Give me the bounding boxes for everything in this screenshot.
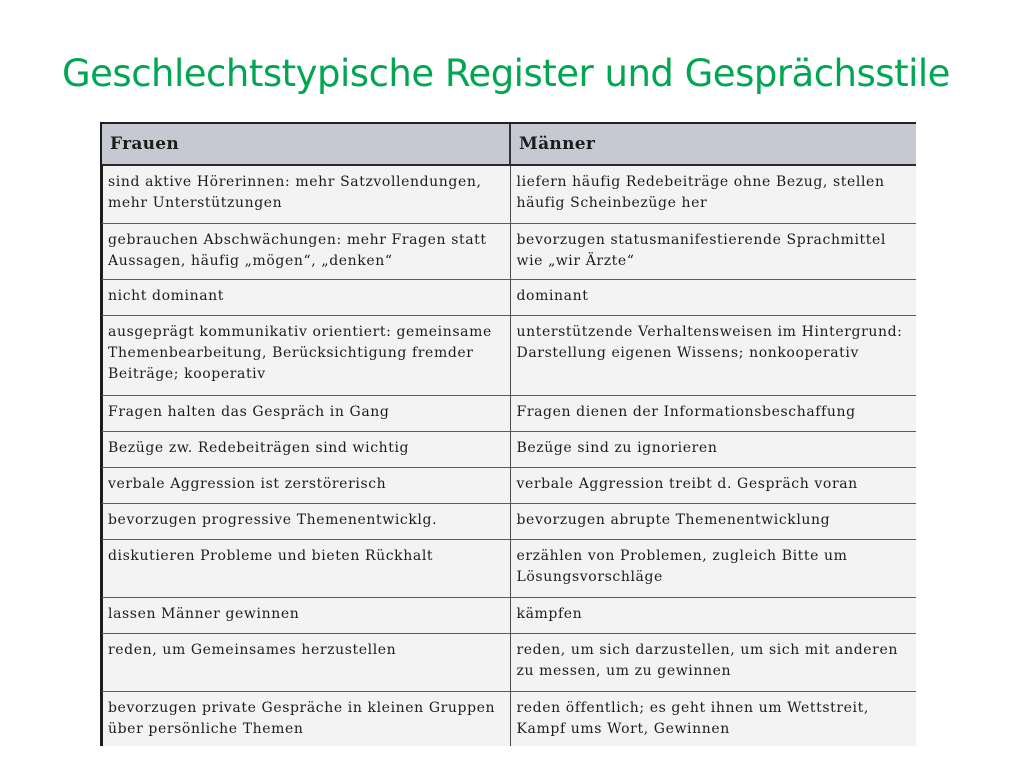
column-header-frauen: Frauen bbox=[102, 124, 510, 165]
cell-frauen: ausgeprägt kommunikativ orientiert: gemeinsame Themenbearbeitung, Berücksichtigung fremder Beiträge; kooperativ bbox=[102, 315, 510, 395]
table-row bbox=[102, 395, 916, 431]
cell-maenner: bevorzugen statusmanifestierende Sprachmittel wie „wir Ärzte“ bbox=[510, 223, 916, 279]
cell-maenner: erzählen von Problemen, zugleich Bitte um Lösungsvorschläge bbox=[510, 539, 916, 597]
table-row bbox=[102, 633, 916, 691]
table-row bbox=[102, 467, 916, 503]
table-row bbox=[102, 503, 916, 539]
cell-frauen: reden, um Gemeinsames herzustellen bbox=[102, 633, 510, 691]
cell-frauen: Fragen halten das Gespräch in Gang bbox=[102, 395, 510, 431]
cell-maenner: Bezüge sind zu ignorieren bbox=[510, 431, 916, 467]
table-row bbox=[102, 597, 916, 633]
cell-maenner: dominant bbox=[510, 279, 916, 315]
cell-maenner: unterstützende Verhaltensweisen im Hintergrund: Darstellung eigenen Wissens; nonkooperativ bbox=[510, 315, 916, 395]
cell-frauen: verbale Aggression ist zerstörerisch bbox=[102, 467, 510, 503]
cell-frauen: gebrauchen Abschwächungen: mehr Fragen statt Aussagen, häufig „mögen“, „denken“ bbox=[102, 223, 510, 279]
table-row bbox=[102, 165, 916, 223]
slide-title: Geschlechtstypische Register und Gesprächsstile bbox=[62, 52, 950, 95]
cell-maenner: liefern häufig Redebeiträge ohne Bezug, stellen häufig Scheinbezüge her bbox=[510, 165, 916, 223]
cell-frauen: lassen Männer gewinnen bbox=[102, 597, 510, 633]
column-header-maenner: Männer bbox=[510, 124, 916, 165]
table-row bbox=[102, 315, 916, 395]
cell-frauen: diskutieren Probleme und bieten Rückhalt bbox=[102, 539, 510, 597]
cell-maenner: kämpfen bbox=[510, 597, 916, 633]
table-body bbox=[102, 165, 916, 746]
table-row bbox=[102, 223, 916, 279]
table-header-row bbox=[102, 124, 916, 165]
table-row bbox=[102, 691, 916, 746]
cell-maenner: bevorzugen abrupte Themenentwicklung bbox=[510, 503, 916, 539]
table-row bbox=[102, 279, 916, 315]
table-row bbox=[102, 431, 916, 467]
table-row bbox=[102, 539, 916, 597]
comparison-table bbox=[102, 124, 916, 746]
cell-frauen: bevorzugen private Gespräche in kleinen Gruppen über persönliche Themen bbox=[102, 691, 510, 746]
cell-maenner: Fragen dienen der Informationsbeschaffung bbox=[510, 395, 916, 431]
cell-frauen: sind aktive Hörerinnen: mehr Satzvollendungen, mehr Unterstützungen bbox=[102, 165, 510, 223]
cell-frauen: Bezüge zw. Redebeiträgen sind wichtig bbox=[102, 431, 510, 467]
cell-maenner: reden öffentlich; es geht ihnen um Wettstreit, Kampf ums Wort, Gewinnen bbox=[510, 691, 916, 746]
cell-maenner: verbale Aggression treibt d. Gespräch voran bbox=[510, 467, 916, 503]
cell-frauen: nicht dominant bbox=[102, 279, 510, 315]
cell-maenner: reden, um sich darzustellen, um sich mit anderen zu messen, um zu gewinnen bbox=[510, 633, 916, 691]
scanned-table-image bbox=[100, 122, 916, 746]
cell-frauen: bevorzugen progressive Themenentwicklg. bbox=[102, 503, 510, 539]
